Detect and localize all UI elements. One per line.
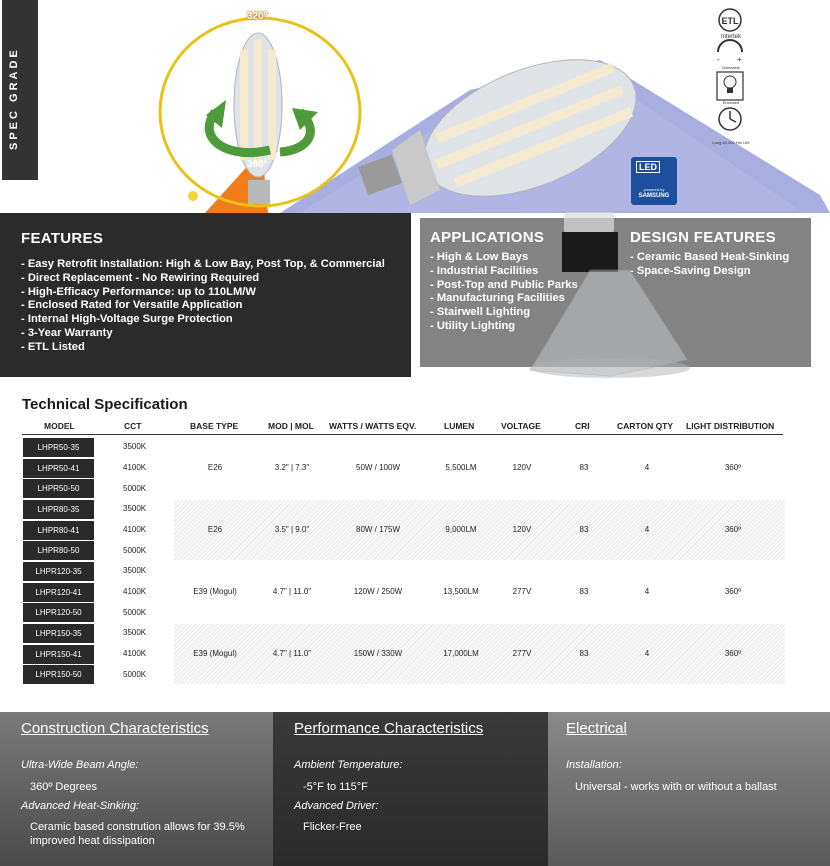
- base-type-cell: E26: [207, 525, 223, 534]
- design-feature-item: - Space-Saving Design: [630, 264, 751, 277]
- feature-item: - 3-Year Warranty: [21, 326, 113, 339]
- high-bay-fixture-image: [520, 210, 700, 380]
- header-divider: [22, 434, 783, 435]
- lumen-cell: 13,500LM: [443, 587, 479, 596]
- carton-qty-cell: 4: [644, 587, 650, 596]
- model-cell: LHPR120-41: [23, 583, 94, 602]
- application-item: - Industrial Facilities: [430, 264, 539, 277]
- beam-angle-label: Ultra-Wide Beam Angle:: [21, 759, 139, 771]
- cct-cell: 5000K: [123, 484, 147, 493]
- bulb-small-base: [248, 180, 270, 204]
- beam-angle-value: 360º Degrees: [30, 781, 98, 793]
- construction-title: Construction Characteristics: [21, 720, 209, 737]
- cct-cell: 4100K: [123, 587, 147, 596]
- svg-text:+: +: [737, 55, 742, 64]
- clock-icon: [719, 108, 741, 130]
- table-row-group: [174, 438, 785, 498]
- watts-cell: 50W / 100W: [355, 463, 401, 472]
- samsung-led-badge: [631, 157, 677, 205]
- table-row-group: [174, 500, 785, 560]
- base-type-cell: E39 (Mogul): [193, 587, 237, 596]
- bulb-small-strip-3: [268, 50, 276, 160]
- rotation-320-label: 320º: [247, 11, 268, 22]
- spec-grade-label: SPEC GRADE: [8, 47, 20, 150]
- model-cell: LHPR80-41: [23, 521, 94, 540]
- cct-cell: 3500K: [123, 628, 147, 637]
- voltage-cell: 277V: [512, 649, 532, 658]
- characteristics-section: [0, 712, 830, 866]
- model-cell: LHPR120-35: [23, 562, 94, 581]
- model-cell: LHPR150-50: [23, 665, 94, 684]
- table-row-group: [174, 624, 785, 684]
- dimmable-icon: [717, 40, 742, 64]
- bulb-small-strip-2: [254, 40, 262, 165]
- svg-text:ETL: ETL: [721, 16, 739, 26]
- intertek-label: Intertek: [720, 34, 741, 40]
- model-cell: LHPR150-41: [23, 645, 94, 664]
- lumen-cell: 5,500LM: [445, 463, 477, 472]
- hero-banner: [0, 0, 830, 213]
- col-header-voltage: VOLTAGE: [501, 421, 541, 431]
- model-cell: LHPR50-50: [23, 479, 94, 498]
- driver-value: Flicker-Free: [303, 821, 362, 833]
- voltage-cell: 120V: [512, 525, 532, 534]
- cri-cell: 83: [579, 649, 589, 658]
- design-features-title: DESIGN FEATURES: [630, 229, 776, 246]
- light-distribution-cell: 360º: [724, 463, 742, 472]
- cri-cell: 83: [579, 463, 589, 472]
- ambient-temp-label: Ambient Temperature:: [294, 759, 403, 771]
- watts-cell: 120W / 250W: [353, 587, 403, 596]
- fixture-rim: [530, 358, 690, 378]
- features-title: FEATURES: [21, 230, 104, 247]
- feature-item: - ETL Listed: [21, 340, 85, 353]
- carton-qty-cell: 4: [644, 649, 650, 658]
- fixture-cap: [564, 212, 614, 234]
- led-logo: LED: [636, 161, 660, 173]
- light-distribution-cell: 360º: [724, 525, 742, 534]
- mod-mol-cell: 3.5" | 9.0": [274, 525, 310, 534]
- long-life-label: Long 40,000 Hrs Life: [712, 140, 750, 145]
- cct-cell: 4100K: [123, 649, 147, 658]
- watts-cell: 150W / 330W: [353, 649, 403, 658]
- ambient-temp-value: -5°F to 115°F: [303, 781, 368, 793]
- col-header-mod-mol: MOD | MOL: [268, 421, 314, 431]
- light-distribution-cell: 360º: [724, 649, 742, 658]
- base-type-cell: E39 (Mogul): [193, 649, 237, 658]
- application-item: - Manufacturing Facilities: [430, 292, 565, 305]
- hero-gold-dot: [188, 191, 198, 201]
- application-item: - Utility Lighting: [430, 319, 516, 332]
- light-distribution-cell: 360º: [724, 587, 742, 596]
- application-item: - Stairwell Lighting: [430, 306, 531, 319]
- design-feature-item: - Ceramic Based Heat-Sinking: [630, 251, 790, 263]
- construction-panel: [0, 712, 273, 866]
- cct-cell: 5000K: [123, 670, 147, 679]
- etl-listed-icon: [719, 9, 741, 31]
- mod-mol-cell: 3.2" | 7.3": [274, 463, 310, 472]
- installation-label: Installation:: [566, 759, 622, 771]
- mod-mol-cell: 4.7" | 11.0": [272, 587, 312, 596]
- hero-graphic: [0, 0, 830, 213]
- model-cell: LHPR50-41: [23, 459, 94, 478]
- electrical-title: Electrical: [566, 720, 627, 737]
- application-item: - High & Low Bays: [430, 251, 529, 263]
- heat-sinking-label: Advanced Heat-Sinking:: [21, 800, 140, 812]
- enclosed-icon: [717, 72, 743, 100]
- col-header-base-type: BASE TYPE: [190, 421, 239, 431]
- samsung-brand: SAMSUNG: [638, 193, 670, 199]
- cct-cell: 3500K: [123, 504, 147, 513]
- tech-spec-title: Technical Specification: [22, 396, 188, 413]
- lumen-cell: 9,000LM: [445, 525, 477, 534]
- powered-by-label: powered by: [643, 187, 665, 192]
- svg-text:-: -: [717, 55, 720, 64]
- base-type-cell: E26: [207, 463, 223, 472]
- model-cell: LHPR150-35: [23, 624, 94, 643]
- model-cell: LHPR80-35: [23, 500, 94, 519]
- electrical-panel: [548, 712, 830, 866]
- lumen-cell: 17,000LM: [443, 649, 479, 658]
- col-header-light-distribution: LIGHT DISTRIBUTION: [686, 421, 775, 431]
- col-header-cct: CCT: [124, 421, 142, 431]
- performance-title: Performance Characteristics: [294, 720, 484, 737]
- col-header-watts: WATTS / WATTS EQV.: [329, 421, 417, 431]
- bulb-small-strip-1: [240, 50, 248, 160]
- mod-mol-cell: 4.7" | 11.0": [272, 649, 312, 658]
- feature-item: - Enclosed Rated for Versatile Application: [21, 299, 243, 312]
- feature-item: - High-Efficacy Performance: up to 110LM/W: [21, 285, 256, 298]
- carton-qty-cell: 4: [644, 525, 650, 534]
- feature-item: - Internal High-Voltage Surge Protection: [21, 313, 233, 326]
- applications-title: APPLICATIONS: [430, 229, 545, 246]
- col-header-lumen: LUMEN: [444, 421, 475, 431]
- watts-cell: 80W / 175W: [355, 525, 401, 534]
- cct-cell: 5000K: [123, 608, 147, 617]
- model-cell: LHPR80-50: [23, 541, 94, 560]
- feature-item: - Easy Retrofit Installation: High & Low Bay, Post Top, & Commercial: [21, 258, 385, 270]
- col-header-carton-qty: CARTON QTY: [617, 421, 674, 431]
- col-header-model: MODEL: [44, 421, 75, 431]
- heat-sinking-value: Ceramic based constrution allows for 39.5% improved heat dissipation: [30, 821, 245, 847]
- installation-value: Universal - works with or without a ballast: [575, 781, 777, 793]
- cct-cell: 4100K: [123, 463, 147, 472]
- voltage-cell: 120V: [512, 463, 532, 472]
- col-header-cri: CRI: [575, 421, 590, 431]
- dimmable-label: Dimmable: [721, 65, 740, 70]
- rotation-360-label: 360º: [247, 159, 268, 170]
- cri-cell: 83: [579, 525, 589, 534]
- performance-panel: [273, 712, 548, 866]
- table-row-group: [174, 562, 785, 622]
- spec-grade-tab: [2, 0, 38, 180]
- cct-cell: 4100K: [123, 525, 147, 534]
- enclosed-label: Enclosed: [722, 100, 740, 105]
- cct-cell: 3500K: [123, 566, 147, 575]
- features-list: [21, 258, 385, 355]
- driver-label: Advanced Driver:: [294, 800, 379, 812]
- feature-item: - Direct Replacement - No Rewiring Required: [21, 271, 260, 284]
- cct-cell: 5000K: [123, 546, 147, 555]
- features-panel: [0, 213, 411, 377]
- voltage-cell: 277V: [512, 587, 532, 596]
- cct-cell: 3500K: [123, 442, 147, 451]
- cri-cell: 83: [579, 587, 589, 596]
- model-cell: LHPR50-35: [23, 438, 94, 457]
- fixture-housing: [562, 232, 618, 272]
- model-cell: LHPR120-50: [23, 603, 94, 622]
- carton-qty-cell: 4: [644, 463, 650, 472]
- application-item: - Post-Top and Public Parks: [430, 278, 578, 291]
